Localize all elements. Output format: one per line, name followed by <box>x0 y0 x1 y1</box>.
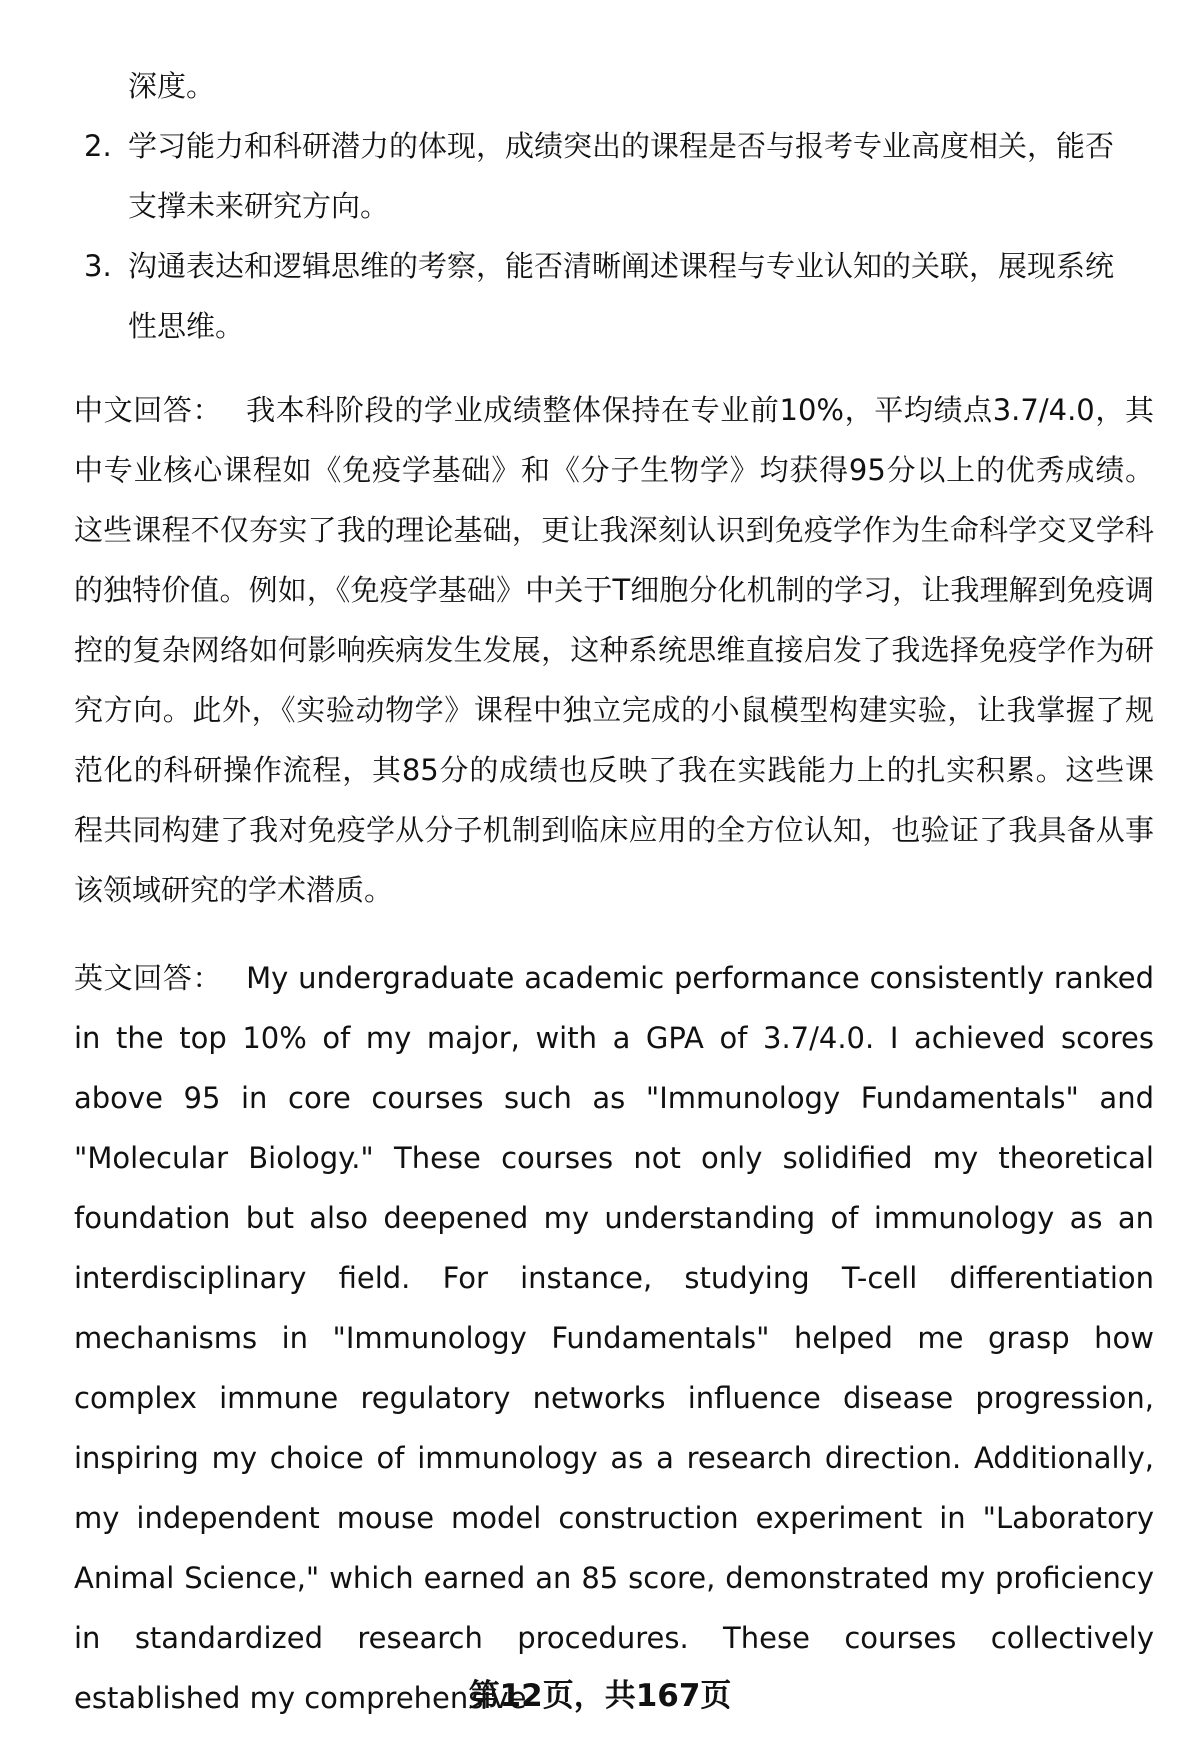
english-answer-paragraph <box>74 948 1154 1728</box>
list-item-text: 支撑未来研究方向。 <box>128 189 390 223</box>
list-number: 2. <box>84 129 112 163</box>
list-item-2 <box>74 116 1154 236</box>
english-answer-label: 英文回答： <box>74 961 223 995</box>
list-item-1-continuation <box>74 56 1154 116</box>
page-number-footer: 第12页，共167页 <box>468 1678 732 1714</box>
page-content <box>74 56 1154 1728</box>
list-item-text: 沟通表达和逻辑思维的考察，能否清晰阐述课程与专业认知的关联，展现系统 <box>128 249 1115 283</box>
list-number: 3. <box>84 249 112 283</box>
chinese-answer-text: 我本科阶段的学业成绩整体保持在专业前10%，平均绩点3.7/4.0，其中专业核心课程如《免疫学基础》和《分子生物学》均获得95分以上的优秀成绩。这些课程不仅夯实了我的理论基础，更让我深刻认识到免疫学作为生命科学交叉学科的独特价值。例如，《免疫学基础》中关于T细胞分化机制的学习，让我理解到免疫调控的复杂网络如何影响疾病发生发展，这种系统思维直接启发了我选择免疫学作为研究方向。此外，《实验动物学》课程中独立完成的小鼠模型构建实验，让我掌握了规范化的科研操作流程，其85分的成绩也反映了我在实践能力上的扎实积累。这些课程共同构建了我对免疫学从分子机制到临床应用的全方位认知，也验证了我具备从事该领域研究的学术潜质。 <box>74 393 1154 907</box>
chinese-answer-paragraph <box>74 380 1154 920</box>
chinese-answer-label: 中文回答： <box>74 393 223 427</box>
list-item-text: 性思维。 <box>128 309 245 343</box>
english-answer-text: My undergraduate academic performance consistently ranked in the top 10% of my major, with a GPA of 3.7/4.0. I achieved scores above 95 in core courses such as "Immunology Fundamentals" and "Molecular Biology." These courses not only solidified my theoretical foundation but also deepened my understanding of immunology as an interdisciplinary field. For instance, studying T-cell differentiation mechanisms in "Immunology Fundamentals" helped me grasp how complex immune regulatory networks influence disease progression, inspiring my choice of immunology as a research direction. Additionally, my independent mouse model construction experiment in "Laboratory Animal Science," which earned an 85 score, demonstrated my proficiency in standardized research procedures. These courses collectively established my comprehensive <box>74 961 1154 1715</box>
list-item-text: 学习能力和科研潜力的体现，成绩突出的课程是否与报考专业高度相关，能否 <box>128 129 1115 163</box>
list-item-text: 深度。 <box>128 69 216 103</box>
list-item-3 <box>74 236 1154 356</box>
